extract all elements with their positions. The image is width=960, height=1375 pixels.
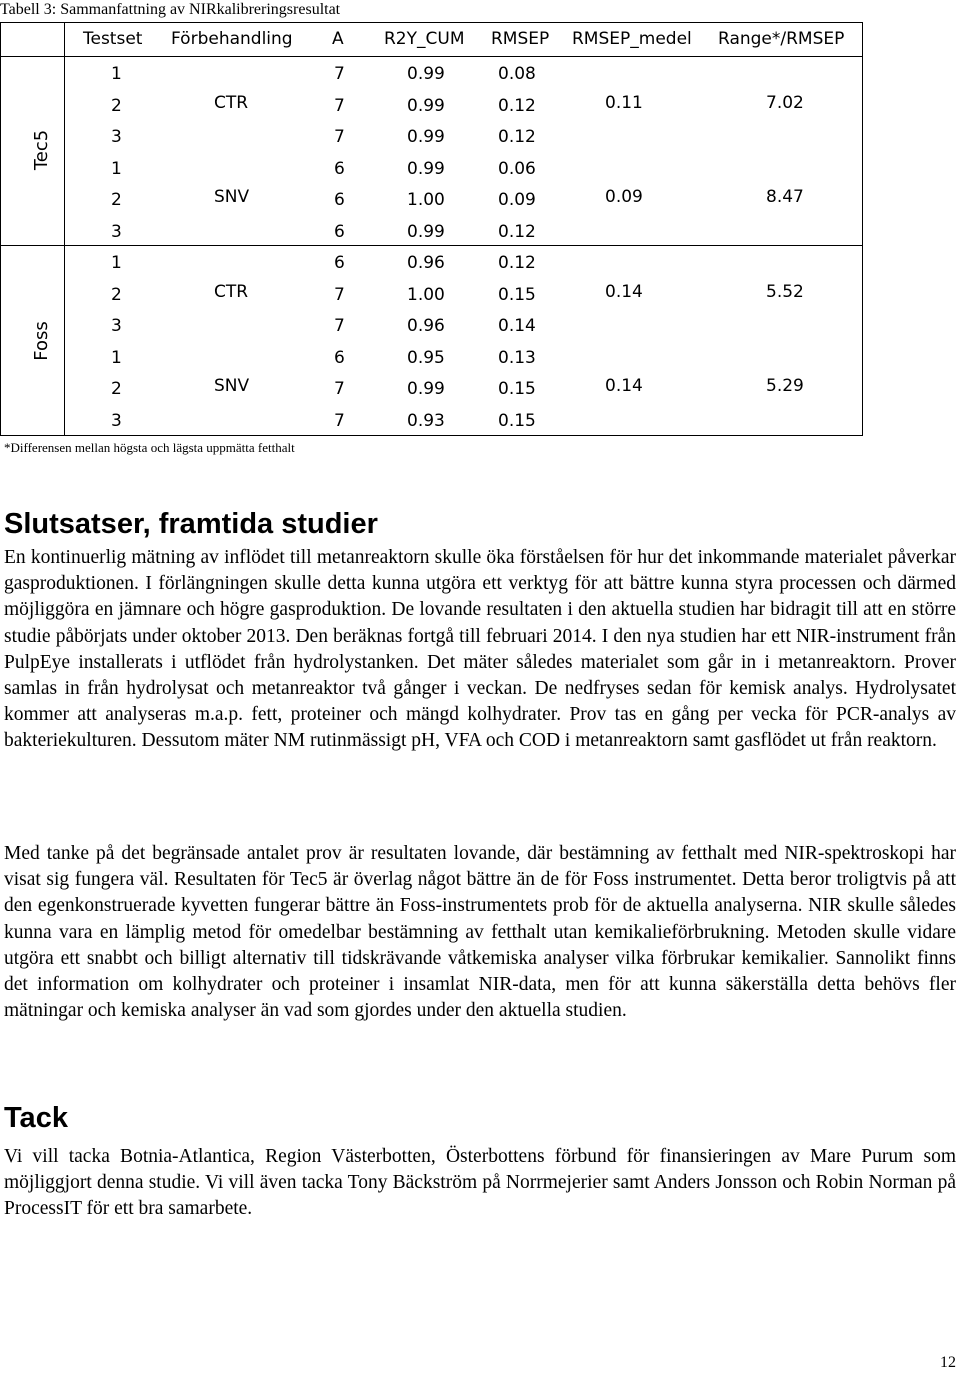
header-r2y-cum: R2Y_CUM xyxy=(384,29,465,49)
cell-rmsep-mean: 0.14 xyxy=(605,376,643,396)
cell-range-rmsep: 5.29 xyxy=(766,376,804,396)
cell-range-rmsep: 8.47 xyxy=(766,187,804,207)
cell-a: 7 xyxy=(334,127,345,147)
cell-r2y-cum: 0.99 xyxy=(407,158,445,179)
cell-r2y-cum: 1.00 xyxy=(407,190,445,210)
cell-a: 6 xyxy=(334,221,345,242)
cell-rmsep: 0.14 xyxy=(498,316,536,336)
cell-a: 6 xyxy=(334,347,345,368)
cell-rmsep: 0.15 xyxy=(498,379,536,399)
cell-testset: 1 xyxy=(111,347,122,368)
results-table xyxy=(0,22,863,436)
cell-r2y-cum: 1.00 xyxy=(407,284,445,305)
header-range-rmsep: Range*/RMSEP xyxy=(718,29,845,49)
cell-range-rmsep: 7.02 xyxy=(766,92,804,113)
conclusions-paragraph: En kontinuerlig mätning av inflödet till metanreaktorn skulle öka förståelsen för hur det inkommande materialet påverkar gasproduktionen. I förlängningen skulle detta kunna utgöra ett verktyg för att bättre kunna styra processen och därmed möjliggöra en jämnare och högre gasproduktion. De lovande resultaten i den aktuella studien har bidragit till att en större studie påbörjats under oktober 2013. Den beräknas fortgå till februari 2014. I den nya studien har ett NIR-instrument från PulpEye installerats i utflödet från hydrolystanken. Det mäter således materialet som går in i metanreaktorn. Prover samlas in från hydrolysat och metanreaktor två gånger i veckan. De nedfryses sedan för kemisk analys. Hydrolysatet kommer att analyseras m.a.p. fett, proteiner och mängd kolhydrater. Prov tas en gång per vecka för PCR-analys av bakteriekulturen. Dessutom mäter NM rutinmässigt pH, VFA och COD i metanreaktorn samt gasflödet ut från reaktorn. xyxy=(4,547,956,752)
cell-r2y-cum: 0.93 xyxy=(407,410,445,431)
cell-rmsep: 0.12 xyxy=(498,95,536,116)
cell-r2y-cum: 0.99 xyxy=(407,221,445,242)
cell-r2y-cum: 0.95 xyxy=(407,347,445,368)
header-rmsep: RMSEP xyxy=(491,29,550,49)
cell-rmsep: 0.12 xyxy=(498,127,536,147)
cell-r2y-cum: 0.99 xyxy=(407,127,445,147)
cell-rmsep-mean: 0.14 xyxy=(605,281,643,302)
cell-pretreatment: CTR xyxy=(214,281,249,302)
conclusions-heading: Slutsatser, framtida studier xyxy=(4,508,378,540)
cell-rmsep-mean: 0.11 xyxy=(605,92,643,113)
cell-r2y-cum: 0.96 xyxy=(407,316,445,336)
cell-rmsep: 0.08 xyxy=(498,64,536,84)
cell-r2y-cum: 0.99 xyxy=(407,95,445,116)
thanks-heading: Tack xyxy=(4,1102,68,1134)
thanks-paragraph: Vi vill tacka Botnia-Atlantica, Region Västerbotten, Österbottens förbund för finansieringen av Mare Purum som möjliggjort denna studie. Vi vill även tacka Tony Bäckström på Norrmejerier samt Anders Jonsson och Robin Norman på ProcessIT för ett bra samarbete. xyxy=(4,1146,956,1220)
header-testset: Testset xyxy=(83,29,143,49)
cell-rmsep: 0.09 xyxy=(498,190,536,210)
page-number: 12 xyxy=(940,1354,956,1371)
cell-testset: 1 xyxy=(111,253,122,273)
conclusions-paragraph: Med tanke på det begränsade antalet prov är resultaten lovande, där bestämning av fetthalt med NIR-spektroskopi har visat sig fungera väl. Resultaten för Tec5 är överlag något bättre än de för Foss instrumentet. Detta beror troligtvis på att den egenkonstruerade kyvetten fungerar bättre än Foss-instrumentets prob för de aktuella analyserna. NIR skulle således kunna vara en lämplig metod för omedelbar bestämning av fetthalt utan kemikalieförbrukning. Metoden skulle vidare utgöra ett snabbt och billigt alternativ till tidskrävande våtkemiska analyser vilka förbrukar kemikalier. Sannolikt finns det information om kolhydrater och proteiner i insamlat NIR-data, men för att kunna säkerställa detta behövs fler mätningar och kemiska analyser än vad som gjordes under den aktuella studien. xyxy=(4,843,956,1022)
cell-r2y-cum: 0.96 xyxy=(407,253,445,273)
instrument-column-divider xyxy=(64,23,65,435)
cell-pretreatment: CTR xyxy=(214,92,249,113)
cell-a: 6 xyxy=(334,190,345,210)
cell-testset: 1 xyxy=(111,64,122,84)
cell-rmsep: 0.06 xyxy=(498,158,536,179)
header-a: A xyxy=(332,29,344,49)
cell-a: 7 xyxy=(334,95,345,116)
cell-a: 7 xyxy=(334,316,345,336)
instrument-divider xyxy=(1,245,862,246)
cell-testset: 2 xyxy=(111,284,122,305)
cell-rmsep: 0.15 xyxy=(498,284,536,305)
header-divider xyxy=(1,56,862,57)
cell-testset: 2 xyxy=(111,379,122,399)
instrument-label: Foss xyxy=(31,321,52,361)
header-pretreatment: Förbehandling xyxy=(171,29,293,49)
cell-testset: 3 xyxy=(111,316,122,336)
cell-testset: 2 xyxy=(111,190,122,210)
cell-rmsep: 0.13 xyxy=(498,347,536,368)
cell-rmsep-mean: 0.09 xyxy=(605,187,643,207)
cell-r2y-cum: 0.99 xyxy=(407,64,445,84)
cell-testset: 3 xyxy=(111,127,122,147)
table-footnote: *Differensen mellan högsta och lägsta uppmätta fetthalt xyxy=(4,440,295,455)
cell-range-rmsep: 5.52 xyxy=(766,281,804,302)
cell-testset: 1 xyxy=(111,158,122,179)
cell-a: 6 xyxy=(334,253,345,273)
cell-testset: 3 xyxy=(111,221,122,242)
cell-pretreatment: SNV xyxy=(214,187,250,207)
cell-a: 7 xyxy=(334,64,345,84)
cell-rmsep: 0.15 xyxy=(498,410,536,431)
cell-a: 7 xyxy=(334,410,345,431)
cell-testset: 3 xyxy=(111,410,122,431)
cell-a: 7 xyxy=(334,379,345,399)
instrument-label: Tec5 xyxy=(31,129,52,171)
header-rmsep-mean: RMSEP_medel xyxy=(572,29,692,49)
cell-a: 6 xyxy=(334,158,345,179)
cell-rmsep: 0.12 xyxy=(498,221,536,242)
cell-testset: 2 xyxy=(111,95,122,116)
cell-r2y-cum: 0.99 xyxy=(407,379,445,399)
table-caption: Tabell 3: Sammanfattning av NIRkalibreringsresultat xyxy=(0,1,341,18)
cell-pretreatment: SNV xyxy=(214,376,250,396)
cell-rmsep: 0.12 xyxy=(498,253,536,273)
cell-a: 7 xyxy=(334,284,345,305)
